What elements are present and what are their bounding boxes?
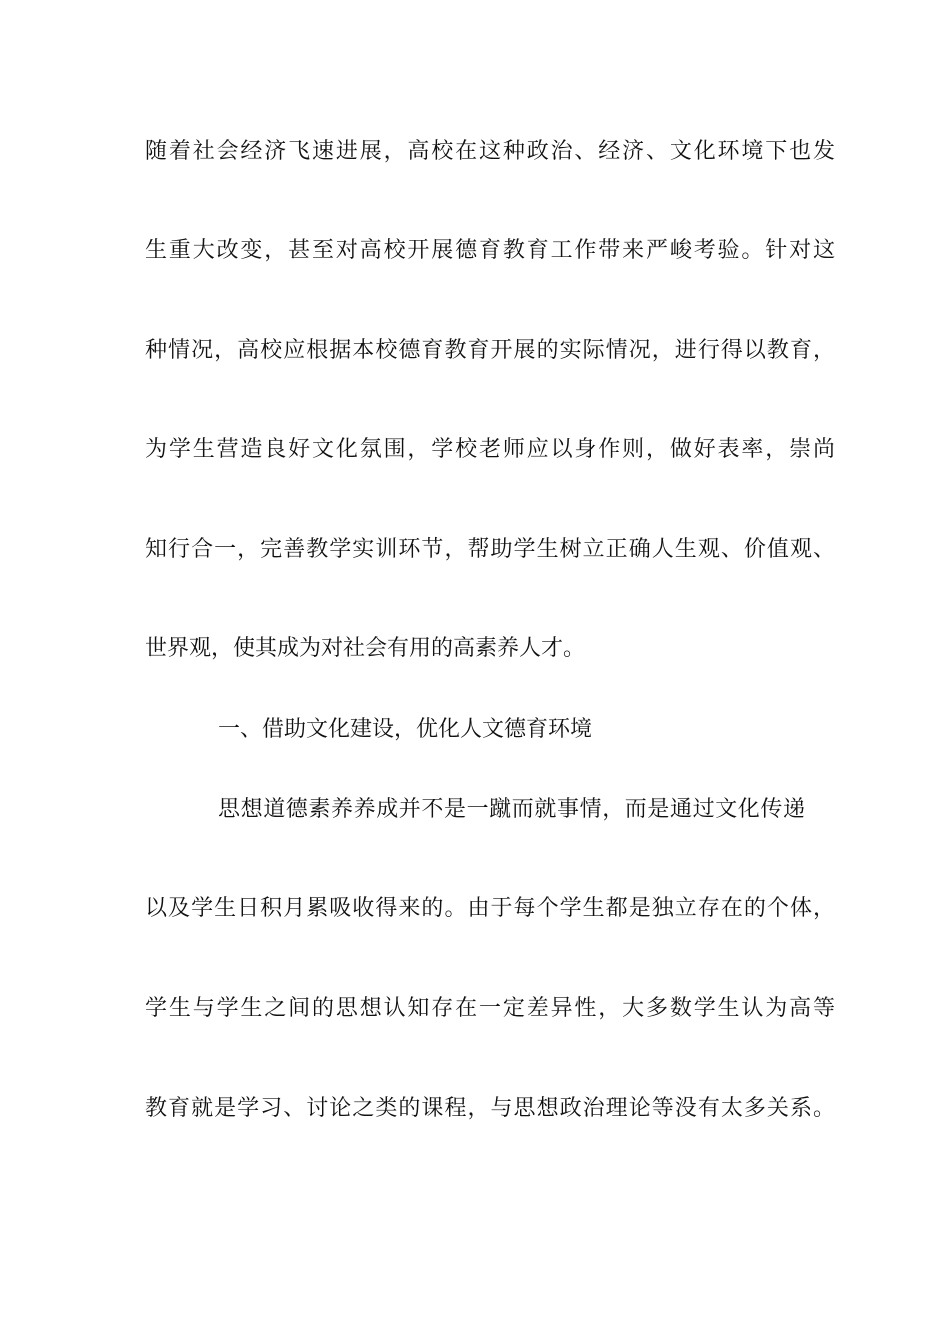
paragraph-line: 为学生营造良好文化氛围，学校老师应以身作则，做好表率，崇尚	[145, 437, 835, 462]
section-heading: 一、借助文化建设，优化人文德育环境	[218, 717, 593, 742]
paragraph-line: 世界观，使其成为对社会有用的高素养人才。	[145, 636, 586, 661]
paragraph-line: 种情况，高校应根据本校德育教育开展的实际情况，进行得以教育，	[145, 338, 835, 363]
paragraph-line: 思想道德素养养成并不是一蹴而就事情，而是通过文化传递	[218, 797, 805, 822]
paragraph-line: 教育就是学习、讨论之类的课程，与思想政治理论等没有太多关系。	[145, 1096, 835, 1121]
paragraph-line: 随着社会经济飞速进展，高校在这种政治、经济、文化环境下也发	[145, 139, 835, 164]
paragraph-line: 生重大改变，甚至对高校开展德育教育工作带来严峻考验。针对这	[145, 238, 835, 263]
paragraph-line: 以及学生日积月累吸收得来的。由于每个学生都是独立存在的个体，	[145, 896, 835, 921]
paragraph-line: 学生与学生之间的思想认知存在一定差异性，大多数学生认为高等	[145, 996, 835, 1021]
paragraph-line: 知行合一，完善教学实训环节，帮助学生树立正确人生观、价值观、	[145, 537, 835, 562]
